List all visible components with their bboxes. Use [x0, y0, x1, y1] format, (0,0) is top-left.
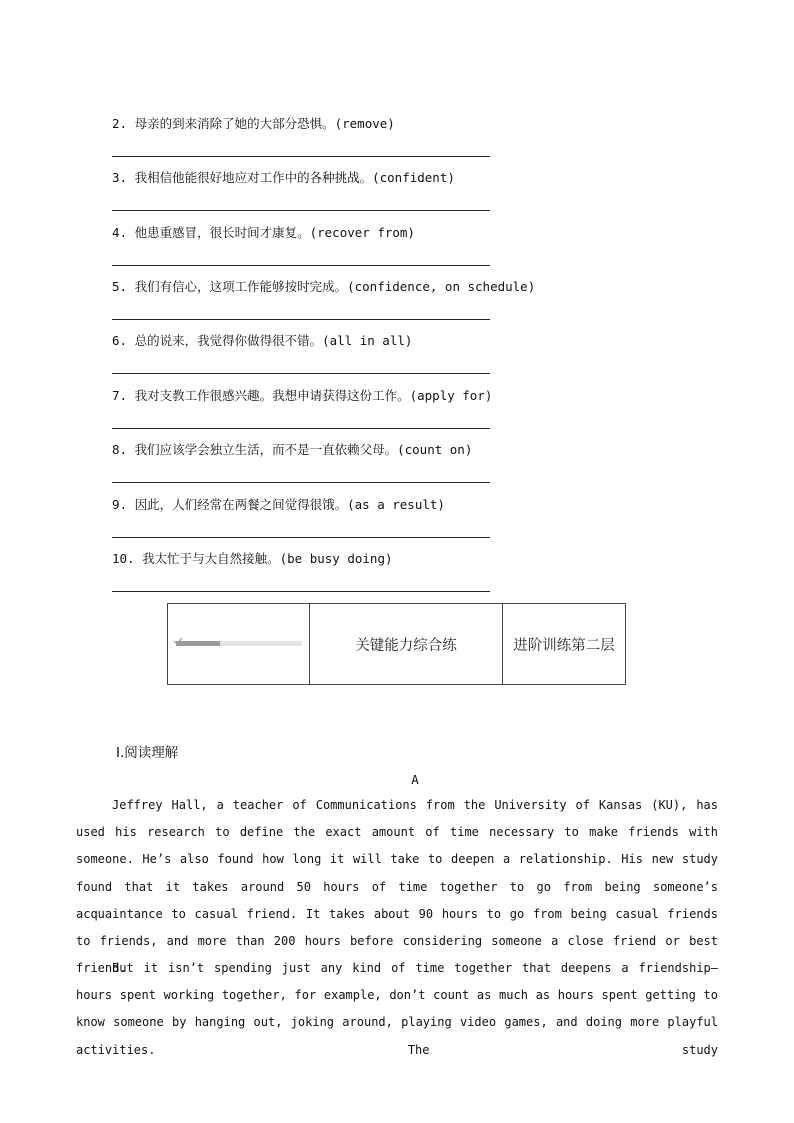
paragraph-text: Jeffrey Hall, a teacher of Communications from the University of Kansas (KU), has used his research to define the exact amount of time necessary to make friends with someone. He’s also found how long it will take to deepen a relationship. His new study found that it takes around 50 hours of time together to go from being someone’s acquaintance to casual friend. It takes about 90 hours to go from being casual friends to friends, and more than 200 hours before considering someone a close friend or best friend.: [76, 798, 718, 976]
progress-cell: [168, 604, 310, 684]
section-banner: [167, 603, 626, 685]
banner-middle-label: 关键能力综合练: [355, 637, 457, 654]
banner-right-label: 进阶训练第二层: [513, 637, 615, 654]
passage-paragraph-1: [76, 792, 718, 982]
question-9: 9. 因此，人们经常在两餐之间觉得很饿。(as a result): [112, 497, 445, 512]
passage-label: A: [411, 772, 419, 787]
answer-line[interactable]: [112, 428, 490, 429]
answer-line[interactable]: [112, 591, 490, 592]
answer-line[interactable]: [112, 265, 490, 266]
banner-right-cell: [503, 604, 625, 684]
banner-middle-cell: [310, 604, 503, 684]
section-title: Ⅰ.阅读理解: [116, 745, 179, 761]
progress-bar-fill: [176, 641, 220, 646]
answer-line[interactable]: [112, 373, 490, 374]
answer-line[interactable]: [112, 537, 490, 538]
answer-line[interactable]: [112, 482, 490, 483]
question-7: 7. 我对支教工作很感兴趣。我想申请获得这份工作。(apply for): [112, 388, 493, 403]
question-8: 8. 我们应该学会独立生活，而不是一直依赖父母。(count on): [112, 442, 473, 457]
question-5: 5. 我们有信心，这项工作能够按时完成。(confidence, on schedule): [112, 279, 536, 294]
question-3: 3. 我相信他能很好地应对工作中的各种挑战。(confident): [112, 170, 455, 185]
question-6: 6. 总的说来，我觉得你做得很不错。(all in all): [112, 333, 413, 348]
question-4: 4. 他患重感冒，很长时间才康复。(recover from): [112, 225, 415, 240]
progress-bar: [176, 641, 302, 646]
answer-line[interactable]: [112, 156, 490, 157]
question-10: 10. 我太忙于与大自然接触。(be busy doing): [112, 551, 393, 566]
answer-line[interactable]: [112, 210, 490, 211]
passage-paragraph-2: [76, 955, 718, 1064]
answer-line[interactable]: [112, 319, 490, 320]
question-2: 2. 母亲的到来消除了她的大部分恐惧。(remove): [112, 116, 395, 131]
paragraph-text: But it isn’t spending just any kind of time together that deepens a friendship—hours spent working together, for example, don’t count as much as hours spent getting to know someone by hanging out, joking around, playing video games, and doing more playful activities. The study: [76, 961, 718, 1057]
